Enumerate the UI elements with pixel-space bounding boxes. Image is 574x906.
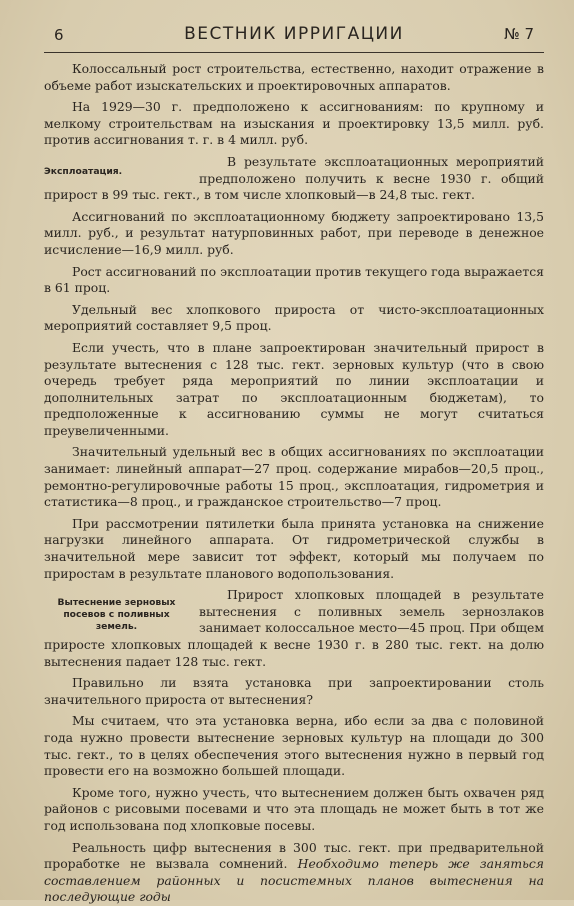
issue-number: № 7 <box>504 25 534 43</box>
paragraph: При рассмотрении пятилетки была принята установка на снижение нагрузки линейного аппарата. От гидрометрической службы в значительной мере зависит тот эффект, который мы получаем по приростам в результате планового водопользования. <box>44 515 544 581</box>
paragraph: Прирост хлопковых площадей в результате вытеснения с поливных земель зернозлаков занимает колоссальное место—45 проц. При общем приросте хлопковых площадей к весне 1930 г. в 280 тыс. гект. на долю вытеснения падает 128 тыс. гект. <box>44 587 544 669</box>
page-number: 6 <box>54 26 64 44</box>
journal-title: ВЕСТНИК ИРРИГАЦИИ <box>184 24 404 44</box>
article-body <box>44 61 544 906</box>
side-heading-displacement: Вытеснение зерновых посевов с поливных земель. <box>57 597 176 633</box>
paragraph: Если учесть, что в плане запроектирован значительный прирост в результате вытеснения с 128 тыс. гект. зерновых культур (что в свою очередь требует ряда мероприятий по линии эксплоатации и дополнительных затрат по эксплоатационным бюджетам), то предположенные к ассигнованию суммы не могут считаться преувеличенными. <box>44 339 544 438</box>
paragraph: В результате эксплоатационных мероприятий предположено получить к весне 1930 г. общий прирост в 99 тыс. гект., в том числе хлопковый—в 24,8 тыс. гект. <box>44 153 544 203</box>
paragraph: Значительный удельный вес в общих ассигнованиях по эксплоатации занимает: линейный аппарат—27 проц. содержание мирабов—20,5 проц., ремонтно-регулировочные работы 15 проц., эксплоатация, гидрометрия и статистика—8 проц., и гражданское строительство—7 проц. <box>44 444 544 510</box>
paragraph: Правильно ли взята установка при запроектировании столь значительного прироста от вытеснения? <box>44 675 544 707</box>
side-heading-exploitation: Эксплоатация. <box>44 165 123 177</box>
paragraph: Мы считаем, что эта установка верна, ибо если за два с половиной года нужно провести вытеснение зерновых культур на площади до 300 тыс. гект., то в целях обеспечения этого вытеснения нужно в первый год провести его на возможно большей площади. <box>44 713 544 779</box>
paragraph <box>44 840 544 906</box>
paragraph: Кроме того, нужно учесть, что вытеснением должен быть охвачен ряд районов с рисовыми посевами и что эта площадь не может быть в тот же год использована под хлопковые посевы. <box>44 784 544 833</box>
paragraph: Рост ассигнований по эксплоатации против текущего года выражается в 61 проц. <box>44 263 544 296</box>
paragraph: На 1929—30 г. предположено к ассигнованиям: по крупному и мелкому строительствам на изыскания и проектировку 13,5 милл. руб. против ассигнования т. г. в 4 милл. руб. <box>44 99 544 148</box>
paragraph: Ассигнований по эксплоатационному бюджету запроектировано 13,5 милл. руб., и результат натурповинных работ, при переводе в денежное исчисление—16,9 милл. руб. <box>44 208 544 257</box>
paragraph-text: Реальность цифр вытеснения в 300 тыс. гект. при предварительной проработке не вызвала сомнений. <box>44 839 544 872</box>
paragraph-emphasis: Необходимо теперь же заняться составлением районных и посистемных планов вытеснения на последующие годы <box>44 856 544 905</box>
paragraph: Удельный вес хлопкового прироста от чисто-эксплоатационных мероприятий составляет 9,5 проц. <box>44 301 544 334</box>
page-header <box>44 22 544 53</box>
paragraph: Колоссальный рост строительства, естественно, находит отражение в объеме работ изыскательских и проектировочных аппаратов. <box>44 61 544 93</box>
